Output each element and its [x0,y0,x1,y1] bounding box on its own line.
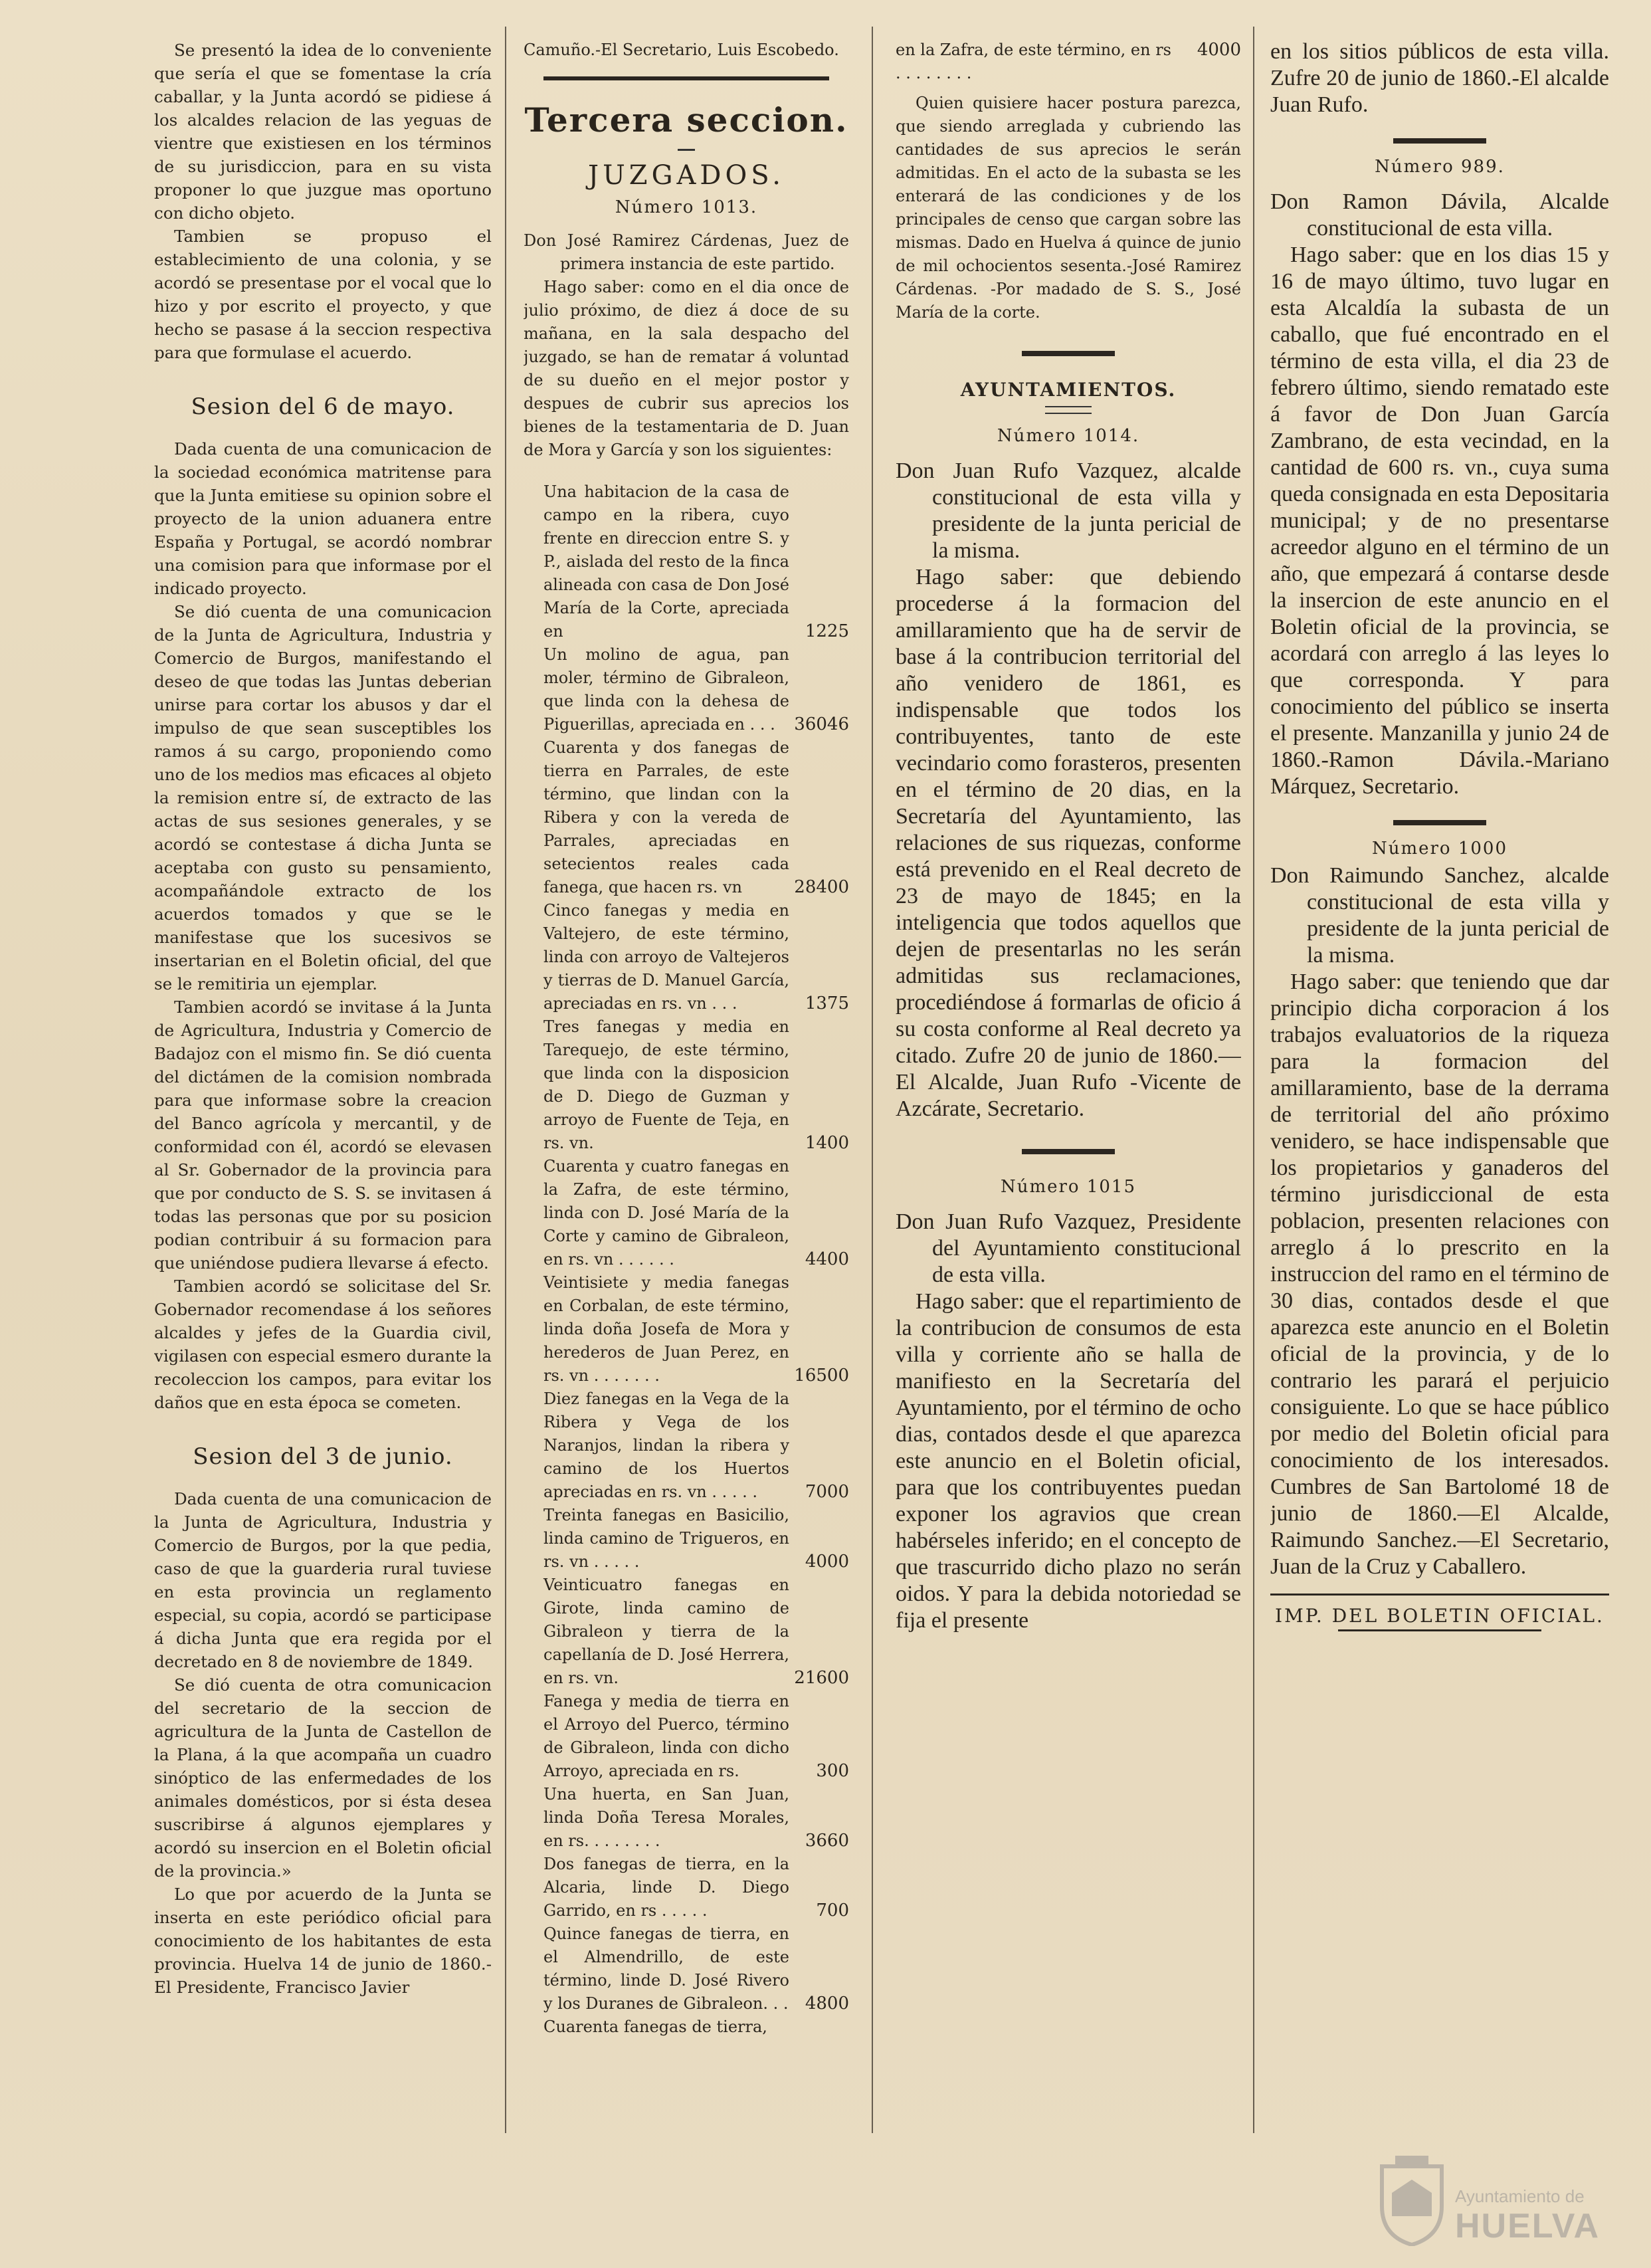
column-divider [1253,27,1254,2133]
auction-lot [524,1504,849,1574]
section-subtitle: JUZGADOS. [588,160,785,191]
lot-text: Treinta fanegas en Basicilio, linda camino de Trigueros, en rs. vn . . . . . [543,1506,789,1571]
lot-value: 3660 [805,1831,849,1851]
paragraph: Quien quisiere hacer postura parezca, que siendo arreglada y cubriendo las cantidades de sus aprecios le serán admitidas. En el acto de la subasta se les enterará de las condiciones y de los principales de censo que cargan sobre las mismas. Dado en Huelva á quince de junio de mil ochocientos sesenta.-José Ramirez Cárdenas. -Por madado de S. S., José María de la corte. [896,94,1241,322]
lot-text: Una habitacion de la casa de campo en la ribera, cuyo frente en direccion entre S. y P., aislada del resto de la finca alineada con casa de Don José María de la Corte, apreciada en [543,482,789,641]
watermark-seal [1375,2140,1614,2253]
lot-value: 1225 [805,621,849,641]
lot-text: Dos fanegas de tierra, en la Alcaria, linde D. Diego Garrido, en rs . . . . . [543,1855,789,1920]
paragraph: Camuño.-El Secretario, Luis Escobedo. [524,41,839,59]
auction-lot [524,1271,849,1388]
paragraph: Dada cuenta de una comunicacion de la sociedad económica matritense para que la Junta emitiese su opinion sobre el proyecto de la union aduanera entre España y Portugal, se acordó nombrar una comision para que informase por el indicado proyecto. [154,439,492,598]
lot-text: Veintisiete y media fanegas en Corbalan, de este término, linda doña Josefa de Mora y herederos de Juan Perez, en rs. vn . . . . . . . [543,1273,789,1385]
paragraph: Hago saber: que el repartimiento de la contribucion de consumos de esta villa y corriente año se halla de manifiesto en la Secretaría del Ayuntamiento, por el término de ocho dias, contados desde el que aparezca este anuncio en el Boletin oficial, para que los contribuyentes puedan exponer los agravios que crean habérseles inferido; en el concepto de que trascurrido dicho plazo no serán oidos. Y para la debida notoriedad se fija el presente [896,1289,1241,1633]
auction-lot [524,899,849,1015]
auction-lot [524,1922,849,2015]
paragraph: Cuarenta fanegas de tierra, [543,2017,767,2036]
section-title: Tercera seccion. [524,100,848,140]
lot-value: 36046 [794,714,849,734]
lot-text: Una huerta, en San Juan, linda Doña Teresa Morales, en rs. . . . . . . . [543,1785,789,1850]
lot-value: 1375 [805,993,849,1013]
divider [1393,820,1486,825]
paragraph: Se dió cuenta de una comunicacion de la Junta de Agricultura, Industria y Comercio de Burgos, manifestando el deseo de que todas las Juntas deberian unirse para cortar los abusos y dar el impulso de que sean susceptibles los ramos á su cargo, proponiendo como uno de los medios mas eficaces al objeto la remision entre sí, de extracto de las actas de sus sesiones generales, y se acordó se contestase á dicha Junta se aceptaba con gusto su pensamiento, acompañándole extracto de los acuerdos tomados y que se le manifestase que los sucesivos se insertarian en el Boletin oficial, del que se le remitiria un ejemplar. [154,602,492,993]
notice-header: Don Juan Rufo Vazquez, alcalde constitucional de esta villa y presidente de la junta pericial de la misma. [896,459,1241,563]
coat-of-arms-icon [1375,2153,1448,2246]
paragraph: Tambien acordó se solicitase del Sr. Gobernador recomendase á los señores alcaldes y jefes de la Guardia civil, vigilasen con especial esmero durante la recoleccion los campos, para evitar los daños que en esta época se cometen. [154,1277,492,1412]
lot-value: 7000 [805,1482,849,1502]
notice-number: Número 1015 [1000,1177,1137,1197]
column-3 [896,39,1241,2245]
divider [1338,1629,1541,1631]
section-heading: Sesion del 6 de mayo. [191,393,455,420]
lot-value: 21600 [794,1668,849,1688]
lot-text: Diez fanegas en la Vega de la Ribera y Vega de los Naranjos, lindan la ribera y camino de los Huertos apreciadas en rs. vn . . . . . [543,1390,789,1501]
divider [1022,351,1115,356]
lot-text: Cinco fanegas y media en Valtejero, de este término, linda con arroyo de Valtejeros y tierras de D. Manuel García, apreciadas en rs. vn . . . [543,901,789,1013]
paragraph: en los sitios públicos de esta villa. Zufre 20 de junio de 1860.-El alcalde Juan Rufo. [1270,39,1609,117]
paragraph: Hago saber: que debiendo procederse á la formacion del amillaramiento que ha de servir de base á la contribucion territorial del año venidero de 1861, es indispensable que todos los contribuyentes, tanto de este vecindario como forasteros, presenten en el término de 20 dias, en la Secretaría del Ayuntamiento, las relaciones de sus riquezas, conforme está prevenido en el Real decreto de 23 de mayo de 1845; en la inteligencia que todos aquellos que dejen de presentarlas no les serán admitidas sus reclamaciones, procediéndose á formarlas de oficio á su costa conforme al Real decreto ya citado. Zufre 20 de junio de 1860.—El Alcalde, Juan Rufo -Vicente de Azcárate, Secretario. [896,565,1241,1121]
paragraph: Tambien acordó se invitase á la Junta de Agricultura, Industria y Comercio de Badajoz con el mismo fin. Se dió cuenta del dictámen de la comision nombrada para que informase sobre la creacion del Banco agrícola y mercantil, y de conformidad con él, acordó se elevasen al Sr. Gobernador de la provincia para que por conducto de S. S. se invitasen á todas las personas que por su posicion podian contribuir á su formacion para que uniéndose pudiera llevarse á efecto. [154,997,492,1273]
paragraph: Se dió cuenta de otra comunicacion del secretario de la seccion de agricultura de la Junta de Castellon de la Plana, á la que acompaña un cuadro sinóptico de las enfermedades de los animales domésticos, por si ésta desea suscribirse á algunos ejemplares y acordó su insercion en el Boletin oficial de la provincia.» [154,1675,492,1881]
divider [1022,1149,1115,1154]
column-4 [1270,39,1609,2245]
column-2 [524,39,849,2245]
notice-header: Don Juan Rufo Vazquez, Presidente del Ayuntamiento constitucional de esta villa. [896,1209,1241,1287]
divider [543,76,829,80]
notice-header: Don Ramon Dávila, Alcalde constitucional de esta villa. [1270,189,1609,241]
lot-value: 300 [816,1761,849,1781]
notice-number: Número 1000 [1371,839,1508,859]
lot-value: 4800 [805,1994,849,2013]
watermark-line-2: HUELVA [1455,2207,1601,2245]
watermark-line-1: Ayuntamiento de [1455,2186,1585,2206]
notice-header: Don Raimundo Sanchez, alcalde constitucional de esta villa y presidente de la junta pericial de la misma. [1270,863,1609,968]
paragraph: Lo que por acuerdo de la Junta se inserta en este periódico oficial para conocimiento de los habitantes de esta provincia. Huelva 14 de junio de 1860.-El Presidente, Francisco Javier [154,1885,492,1997]
lot-value: 28400 [794,877,849,897]
auction-lot [524,643,849,736]
lot-text: Quince fanegas de tierra, en el Almendrillo, de este término, linde D. José Rivero y los Duranes de Gibraleon. . . [543,1924,789,2013]
notice-number: Número 989. [1375,157,1505,177]
column-divider [872,27,873,2133]
auction-lot [896,39,1241,85]
column-1 [154,39,492,2245]
lot-value: 1400 [805,1133,849,1153]
lot-text: Cuarenta y dos fanegas de tierra en Parrales, de este término, que lindan con la Ribera y con la vereda de Parrales, apreciadas en setecientos reales cada fanega, que hacen rs. vn [543,738,789,896]
lot-value: 4000 [805,1552,849,1572]
paragraph: Dada cuenta de una comunicacion de la Junta de Agricultura, Industria y Comercio de Burgos, por la que pedia, caso de que la guarderia rural tuviese en esta provincia un reglamento especial, su copia, acordó se participase á dicha Junta que era regida por el decretado en 8 de noviembre de 1849. [154,1489,492,1671]
notice-header: Don José Ramirez Cárdenas, Juez de primera instancia de este partido. [524,231,849,273]
lot-text: Cuarenta y cuatro fanegas en la Zafra, de este término, linda con D. José María de la Corte y camino de Gibraleon, en rs. vn . . . . . . [543,1157,789,1269]
paragraph: Tambien se propuso el establecimiento de una colonia, y se acordó se presentase por el vocal que lo hizo y por escrito el proyecto, y que hecho se pasase á la seccion respectiva para que formulase el acuerdo. [154,227,492,362]
lot-value: 700 [816,1901,849,1920]
auction-lot [524,1574,849,1690]
auction-lot [524,1783,849,1853]
lot-text: Veinticuatro fanegas en Girote, linda camino de Gibraleon y tierra de la capellanía de D. José Herrera, en rs. vn. [543,1576,789,1687]
divider [1270,1594,1609,1596]
auction-lot [524,736,849,899]
auction-lot [524,1155,849,1271]
divider [1045,406,1092,414]
paragraph: Hago saber: que en los dias 15 y 16 de mayo último, tuvo lugar en esta Alcaldía la subasta de un caballo, que fué encontrado en el término de esta villa, el dia 23 de febrero último, siendo rematado este á favor de Don Juan García Zambrano, de esta vecindad, en la cantidad de 600 rs. vn., cuya suma queda consignada en esta Depositaria municipal; y de no presentarse acreedor alguno en el término de un año, que empezará á contarse desde la insercion de este anuncio en el Boletin oficial de la provincia, se acordará con arreglo á las leyes lo que corresponda. Y para conocimiento del público se inserta el presente. Manzanilla y junio 24 de 1860.-Ramon Dávila.-Mariano Márquez, Secretario. [1270,243,1609,799]
lot-text: Un molino de agua, pan moler, término de Gibraleon, que linda con la dehesa de Piguerillas, apreciada en . . . [543,645,789,734]
paragraph: Hago saber: como en el dia once de julio próximo, de diez á doce de su mañana, en la sala despacho del juzgado, se han de rematar á voluntad de su dueño en el mejor postor y despues de cubrir sus aprecios los bienes de la testamentaria de D. Juan de Mora y García y son los siguientes: [524,278,849,459]
auction-lot [524,480,849,643]
auction-lot-list [524,480,849,2015]
lot-text: en la Zafra, de este término, en rs . . . . . . . . [896,41,1171,82]
notice-number: Número 1014. [997,426,1140,446]
auction-lot [524,1690,849,1783]
notice-number: Número 1013. [615,197,758,217]
lot-value: 4400 [805,1249,849,1269]
lot-text: Tres fanegas y media en Tarequejo, de este término, que linda con la disposicion de D. Diego de Guzman y arroyo de Fuente de Teja, en rs. vn. [543,1017,789,1152]
section-heading: Sesion del 3 de junio. [193,1443,453,1470]
printer-imprint: IMP. DEL BOLETIN OFICIAL. [1275,1605,1604,1627]
divider [678,149,695,151]
auction-lot [524,1015,849,1155]
lot-value: 4000 [1197,40,1241,60]
lot-text: Fanega y media de tierra en el Arroyo del Puerco, término de Gibraleon, linda con dicho Arroyo, apreciada en rs. [543,1692,789,1780]
divider [1393,138,1486,144]
auction-lot [524,1388,849,1504]
paragraph: Hago saber: que teniendo que dar principio dicha corporacion á los trabajos evaluatorios de la riqueza para la formacion del amillaramiento, base de la derrama de territorial del año próximo venidero, se hace indispensable que los propietarios y ganaderos del término jurisdiccional de esta poblacion, presenten relaciones con arreglo á lo prescrito en la instruccion del ramo en el término de 30 dias, contados desde el que aparezca este anuncio en el Boletin oficial de la provincia, y de lo contrario les parará el perjuicio consiguiente. Lo que se hace público por medio del Boletin oficial para conocimiento de los interesados. Cumbres de San Bartolomé 18 de junio de 1860.—El Alcalde, Raimundo Sanchez.—El Secretario, Juan de la Cruz y Caballero. [1270,970,1609,1579]
paragraph: Se presentó la idea de lo conveniente que sería el que se fomentase la cría caballar, y la Junta acordó se pidiese á los alcaldes relacion de las yeguas de vientre que existiesen en los términos de su jurisdiccion, para en su vista proponer lo que juzgue mas oportuno con dicho objeto. [154,41,492,223]
column-divider [505,27,506,2133]
lot-value: 16500 [794,1366,849,1386]
auction-lot [524,1853,849,1922]
section-subtitle: AYUNTAMIENTOS. [960,379,1177,401]
